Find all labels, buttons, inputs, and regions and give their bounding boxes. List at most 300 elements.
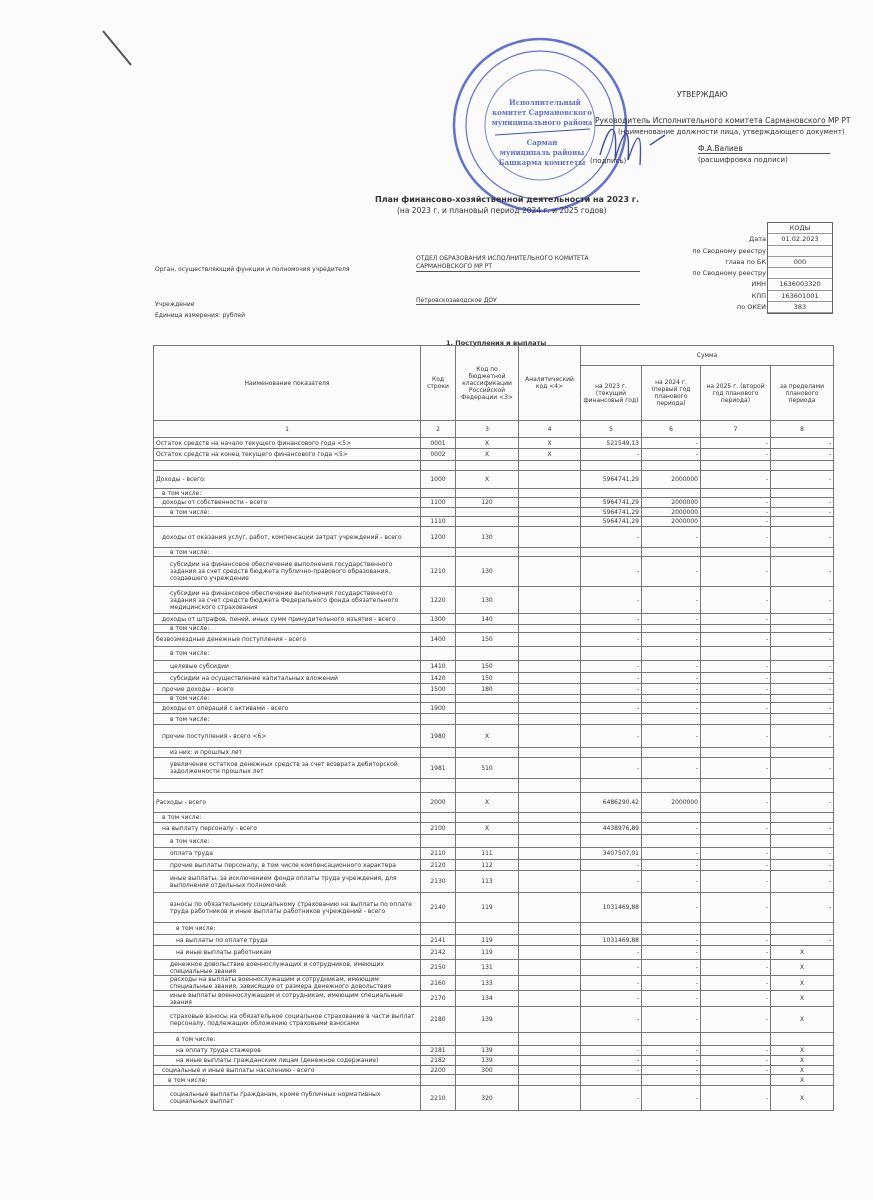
table-row <box>154 960 834 976</box>
analytic-code <box>519 517 581 527</box>
row-code: 2150 <box>421 960 456 976</box>
name-caption: (расшифровка подписи) <box>698 156 788 164</box>
sum-2024: - <box>642 1056 701 1066</box>
row-code: 0001 <box>421 438 456 449</box>
row-code <box>421 748 456 758</box>
row-code <box>421 923 456 935</box>
sum-beyond <box>771 813 834 823</box>
table-row <box>154 625 834 633</box>
analytic-code <box>519 557 581 587</box>
sum-2025: - <box>701 860 771 871</box>
sum-beyond: - <box>771 508 834 517</box>
analytic-code <box>519 793 581 813</box>
kbk-code: 150 <box>456 673 519 684</box>
indicator-name: прочие доходы - всего <box>154 684 421 695</box>
kbk-code: 139 <box>456 1007 519 1033</box>
sum-2025: - <box>701 471 771 489</box>
sum-2023 <box>581 1075 642 1086</box>
indicator-name: доходы от оказания услуг, работ, компенсации затрат учреждений - всего <box>154 527 421 548</box>
sum-2024: - <box>642 703 701 714</box>
sum-beyond: X <box>771 1066 834 1075</box>
kbk-code: 113 <box>456 871 519 893</box>
analytic-code: X <box>519 438 581 449</box>
row-code: 2142 <box>421 946 456 960</box>
analytic-code <box>519 647 581 661</box>
kbk-code: 130 <box>456 557 519 587</box>
kbk-code <box>456 714 519 725</box>
row-code <box>421 625 456 633</box>
kbk-code: 134 <box>456 991 519 1007</box>
kbk-code: X <box>456 823 519 835</box>
sum-2025: - <box>701 614 771 625</box>
indicator-name: социальные выплаты гражданам, кроме публичных нормативных социальных выплат <box>154 1086 421 1111</box>
sum-beyond: - <box>771 871 834 893</box>
sum-beyond: X <box>771 976 834 991</box>
pen-mark <box>95 25 140 70</box>
kbk-code: X <box>456 449 519 461</box>
sum-2023: 6486290,42 <box>581 793 642 813</box>
sum-beyond <box>771 489 834 498</box>
code-label: по ОКЕИ <box>737 303 766 312</box>
kbk-code <box>456 647 519 661</box>
kbk-code: X <box>456 471 519 489</box>
analytic-code <box>519 587 581 614</box>
table-row <box>154 517 834 527</box>
sum-2023 <box>581 813 642 823</box>
sum-2024: - <box>642 449 701 461</box>
column-number: 1 <box>154 421 421 438</box>
row-code: 1100 <box>421 498 456 508</box>
table-row <box>154 793 834 813</box>
sum-2023: 5964741,29 <box>581 508 642 517</box>
analytic-code <box>519 848 581 860</box>
sum-2025: - <box>701 976 771 991</box>
kbk-code: 131 <box>456 960 519 976</box>
kbk-code: 112 <box>456 860 519 871</box>
sum-2023: - <box>581 684 642 695</box>
indicator-name <box>154 461 421 471</box>
indicator-name: субсидии на осуществление капитальных вложений <box>154 673 421 684</box>
sum-beyond: X <box>771 960 834 976</box>
analytic-code <box>519 1056 581 1066</box>
sum-2025: - <box>701 1056 771 1066</box>
sum-2024: - <box>642 960 701 976</box>
kbk-code <box>456 813 519 823</box>
sum-2023: - <box>581 860 642 871</box>
indicator-name: страховые взносы на обязательное социальное страхование в части выплат персоналу, подлежащих обложению страховыми взносами <box>154 1007 421 1033</box>
sum-2024 <box>642 779 701 793</box>
row-code: 1220 <box>421 587 456 614</box>
kbk-code: 133 <box>456 976 519 991</box>
sum-beyond: - <box>771 860 834 871</box>
sum-2023: 1031469,88 <box>581 893 642 923</box>
table-row <box>154 935 834 946</box>
sum-2025: - <box>701 848 771 860</box>
sum-2024: - <box>642 823 701 835</box>
header-analytic: Аналитический код <4> <box>519 346 581 421</box>
row-code: 1210 <box>421 557 456 587</box>
sum-2023: - <box>581 557 642 587</box>
sum-2023: - <box>581 1066 642 1075</box>
sum-2024: - <box>642 991 701 1007</box>
row-code: 0002 <box>421 449 456 461</box>
table-row <box>154 703 834 714</box>
column-number: 4 <box>519 421 581 438</box>
sum-2024: - <box>642 587 701 614</box>
table-row <box>154 923 834 935</box>
table-row <box>154 1086 834 1111</box>
row-code <box>421 461 456 471</box>
indicator-name: субсидии на финансовое обеспечение выполнения государственного задания за счет средств бюджета Федерального фонда обязательного медицинского страхования <box>154 587 421 614</box>
indicator-name: на иные выплаты работникам <box>154 946 421 960</box>
approval-title: УТВЕРЖДАЮ <box>677 90 728 99</box>
kbk-code: 119 <box>456 935 519 946</box>
indicator-name: денежное довольствие военнослужащих и сотрудников, имеющих специальные звания <box>154 960 421 976</box>
sum-2024: - <box>642 661 701 673</box>
analytic-code <box>519 976 581 991</box>
header-kbk: Код по бюджетной классификации Российской Федерации <3> <box>456 346 519 421</box>
sum-2023: - <box>581 758 642 779</box>
sum-2023: 5964741,29 <box>581 498 642 508</box>
table-row <box>154 498 834 508</box>
row-code: 1000 <box>421 471 456 489</box>
sum-beyond: - <box>771 703 834 714</box>
analytic-code <box>519 1033 581 1046</box>
sum-beyond: - <box>771 935 834 946</box>
sum-2025: - <box>701 508 771 517</box>
analytic-code <box>519 714 581 725</box>
sum-beyond: - <box>771 438 834 449</box>
sum-beyond: - <box>771 527 834 548</box>
sum-2023: - <box>581 1007 642 1033</box>
sum-2023: - <box>581 946 642 960</box>
sum-2023: - <box>581 991 642 1007</box>
sum-2025: - <box>701 823 771 835</box>
table-row <box>154 835 834 848</box>
sum-2023 <box>581 779 642 793</box>
analytic-code <box>519 633 581 647</box>
table-row <box>154 823 834 835</box>
indicator-name: в том числе: <box>154 1075 421 1086</box>
sum-2023: - <box>581 527 642 548</box>
row-code <box>421 1033 456 1046</box>
code-label: Дата <box>749 235 766 244</box>
sum-2023: - <box>581 449 642 461</box>
sum-beyond: - <box>771 587 834 614</box>
row-code: 2141 <box>421 935 456 946</box>
sum-2024: 2000000 <box>642 793 701 813</box>
kbk-code: 140 <box>456 614 519 625</box>
code-value: 01.02.2023 <box>768 234 832 245</box>
sum-2023 <box>581 1033 642 1046</box>
sum-2025 <box>701 625 771 633</box>
analytic-code <box>519 758 581 779</box>
sum-2025: - <box>701 587 771 614</box>
indicator-name: в том числе: <box>154 1033 421 1046</box>
sum-beyond <box>771 647 834 661</box>
indicator-name: на выплаты по оплате труда <box>154 935 421 946</box>
sum-2025: - <box>701 1007 771 1033</box>
column-number: 3 <box>456 421 519 438</box>
sum-2023 <box>581 923 642 935</box>
sum-2025: - <box>701 703 771 714</box>
sum-2024: - <box>642 1066 701 1075</box>
analytic-code <box>519 625 581 633</box>
indicator-name: взносы по обязательному социальному страхованию на выплаты по оплате труда работников и иные выплаты работников учреждений - всего <box>154 893 421 923</box>
sum-2024 <box>642 489 701 498</box>
document-subtitle: (на 2023 г. и плановый период 2024 г. и 2025 годов) <box>397 206 607 215</box>
unit-label: Единица измерения: рублей <box>155 312 245 319</box>
kbk-code <box>456 625 519 633</box>
sum-2023: - <box>581 1046 642 1056</box>
table-row <box>154 695 834 703</box>
indicator-name: Доходы - всего: <box>154 471 421 489</box>
analytic-code <box>519 823 581 835</box>
approver-name: Ф.А.Валиев <box>698 144 830 154</box>
analytic-code <box>519 508 581 517</box>
sum-beyond: - <box>771 498 834 508</box>
sum-2023: - <box>581 703 642 714</box>
code-label: глава по БК <box>725 257 766 266</box>
sum-2025 <box>701 647 771 661</box>
kbk-code <box>456 1075 519 1086</box>
sum-2024: - <box>642 1046 701 1056</box>
indicator-name: в том числе: <box>154 695 421 703</box>
kbk-code <box>456 508 519 517</box>
header-2025: на 2025 г. (второй год планового периода) <box>701 366 771 421</box>
sum-2023: - <box>581 661 642 673</box>
sum-2023: 3407507,01 <box>581 848 642 860</box>
sum-beyond: X <box>771 946 834 960</box>
sum-2024: - <box>642 557 701 587</box>
sum-2024: 2000000 <box>642 517 701 527</box>
row-code: 1200 <box>421 527 456 548</box>
analytic-code <box>519 813 581 823</box>
sum-2023 <box>581 835 642 848</box>
codes-header: КОДЫ <box>768 223 832 234</box>
analytic-code <box>519 871 581 893</box>
indicator-name: безвозмездные денежные поступления - всего <box>154 633 421 647</box>
sum-beyond: - <box>771 449 834 461</box>
kbk-code <box>456 695 519 703</box>
sum-2023: - <box>581 633 642 647</box>
kbk-code: 130 <box>456 527 519 548</box>
kbk-code: 139 <box>456 1046 519 1056</box>
indicator-name: доходы от штрафов, пеней, иных сумм принудительного изъятия - всего <box>154 614 421 625</box>
sum-2023: 5964741,29 <box>581 471 642 489</box>
analytic-code <box>519 498 581 508</box>
table-row <box>154 587 834 614</box>
row-code <box>421 508 456 517</box>
sum-2024 <box>642 835 701 848</box>
row-code: 1900 <box>421 703 456 714</box>
table-row <box>154 748 834 758</box>
sum-beyond: X <box>771 1046 834 1056</box>
sum-beyond: - <box>771 614 834 625</box>
sum-2024 <box>642 548 701 557</box>
sum-2025: - <box>701 946 771 960</box>
analytic-code <box>519 461 581 471</box>
analytic-code <box>519 527 581 548</box>
header-sum: Сумма <box>581 346 834 366</box>
sum-2023: - <box>581 976 642 991</box>
analytic-code <box>519 471 581 489</box>
table-row <box>154 684 834 695</box>
sum-2025: - <box>701 1086 771 1111</box>
sum-2023: - <box>581 1056 642 1066</box>
header-2023: на 2023 г. (текущий финансовый год) <box>581 366 642 421</box>
sum-2023: - <box>581 587 642 614</box>
indicator-name: иные выплаты, за исключением фонда оплаты труда учреждения, для выполнения отдельных полномочий <box>154 871 421 893</box>
sum-2025: - <box>701 557 771 587</box>
row-code: 2160 <box>421 976 456 991</box>
sum-beyond: - <box>771 848 834 860</box>
sum-2024: - <box>642 871 701 893</box>
indicator-name: субсидии на финансовое обеспечение выполнения государственного задания за счет средств бюджета публично-правового образования, создавшего учреждение <box>154 557 421 587</box>
table-row <box>154 1007 834 1033</box>
table-row <box>154 614 834 625</box>
analytic-code <box>519 1007 581 1033</box>
sum-2024 <box>642 625 701 633</box>
sum-2023 <box>581 748 642 758</box>
row-code <box>421 647 456 661</box>
indicator-name: в том числе: <box>154 714 421 725</box>
row-code: 1500 <box>421 684 456 695</box>
document-title: План финансово-хозяйственной деятельности на 2023 г. <box>375 195 640 204</box>
sum-2023: 4438976,89 <box>581 823 642 835</box>
header-name: Наименование показателя <box>154 346 421 421</box>
sum-2024: - <box>642 684 701 695</box>
sum-2023: 1031469,88 <box>581 935 642 946</box>
table-row <box>154 779 834 793</box>
svg-text:Исполнительный: Исполнительный <box>509 98 581 107</box>
indicator-name: расходы на выплаты военнослужащим и сотрудникам, имеющим специальные звания, зависящие от размера денежного довольствия <box>154 976 421 991</box>
kbk-code: 150 <box>456 633 519 647</box>
sum-2024: - <box>642 935 701 946</box>
table-row <box>154 991 834 1007</box>
row-code: 2110 <box>421 848 456 860</box>
sum-2025 <box>701 695 771 703</box>
kbk-code <box>456 489 519 498</box>
sum-2024: - <box>642 848 701 860</box>
sum-2024 <box>642 1033 701 1046</box>
sum-beyond <box>771 517 834 527</box>
sum-beyond <box>771 548 834 557</box>
analytic-code <box>519 835 581 848</box>
table-row <box>154 976 834 991</box>
row-code <box>421 779 456 793</box>
sum-2023: - <box>581 1086 642 1111</box>
table-row <box>154 714 834 725</box>
indicator-name <box>154 779 421 793</box>
kbk-code <box>456 548 519 557</box>
sum-2024 <box>642 923 701 935</box>
kbk-code <box>456 779 519 793</box>
sum-2025: - <box>701 527 771 548</box>
sum-beyond: - <box>771 725 834 748</box>
indicator-name: на иные выплаты гражданским лицам (денежное содержание) <box>154 1056 421 1066</box>
row-code: 2130 <box>421 871 456 893</box>
sum-2025 <box>701 714 771 725</box>
table-row <box>154 548 834 557</box>
sum-2025: - <box>701 1066 771 1075</box>
sum-2023 <box>581 548 642 557</box>
kbk-code <box>456 517 519 527</box>
kbk-code: 300 <box>456 1066 519 1075</box>
kbk-code: 120 <box>456 498 519 508</box>
kbk-code: 119 <box>456 893 519 923</box>
sum-2024: - <box>642 438 701 449</box>
table-row <box>154 673 834 684</box>
sum-2025: - <box>701 438 771 449</box>
row-code <box>421 835 456 848</box>
table-row <box>154 461 834 471</box>
sum-2025: - <box>701 633 771 647</box>
founder-value: ОТДЕЛ ОБРАЗОВАНИЯ ИСПОЛНИТЕЛЬНОГО КОМИТЕТА САРМАНОВСКОГО МР РТ <box>416 255 640 272</box>
section-title: 1. Поступления и выплаты <box>446 339 547 347</box>
sum-2025: - <box>701 935 771 946</box>
analytic-code <box>519 695 581 703</box>
sum-2024: 2000000 <box>642 508 701 517</box>
signature-caption: (подпись) <box>590 157 627 165</box>
sum-beyond: X <box>771 1075 834 1086</box>
indicator-name: доходы от собственности - всего <box>154 498 421 508</box>
table-row <box>154 860 834 871</box>
svg-text:муниципаль районы: муниципаль районы <box>499 148 585 157</box>
column-number: 7 <box>701 421 771 438</box>
sum-beyond <box>771 835 834 848</box>
kbk-code: 119 <box>456 946 519 960</box>
sum-2024: - <box>642 946 701 960</box>
svg-text:Башкарма комитеты: Башкарма комитеты <box>498 158 586 167</box>
indicator-name: социальные и иные выплаты населению - всего <box>154 1066 421 1075</box>
sum-2025: - <box>701 991 771 1007</box>
row-code: 2100 <box>421 823 456 835</box>
sum-beyond: - <box>771 673 834 684</box>
row-code: 1410 <box>421 661 456 673</box>
indicator-name: Остаток средств на конец текущего финансового года <5> <box>154 449 421 461</box>
indicator-name: в том числе: <box>154 508 421 517</box>
header-2024: на 2024 г. (первый год планового периода) <box>642 366 701 421</box>
sum-2025 <box>701 779 771 793</box>
sum-2025: - <box>701 793 771 813</box>
table-row <box>154 1066 834 1075</box>
approver-position: Руководитель Исполнительного комитета Сармановского МР РТ <box>595 116 851 125</box>
svg-text:муниципального района: муниципального района <box>491 118 593 127</box>
kbk-code <box>456 703 519 714</box>
sum-beyond <box>771 779 834 793</box>
analytic-code <box>519 1046 581 1056</box>
sum-2025 <box>701 813 771 823</box>
sum-2024 <box>642 813 701 823</box>
sum-2025 <box>701 1075 771 1086</box>
founder-label: Орган, осуществляющий функции и полномочия учредителя <box>155 266 350 273</box>
table-row <box>154 508 834 517</box>
row-code: 2182 <box>421 1056 456 1066</box>
institution-label: Учреждение <box>155 301 195 308</box>
table-row <box>154 1056 834 1066</box>
row-code: 2000 <box>421 793 456 813</box>
indicator-name: в том числе: <box>154 923 421 935</box>
table-row <box>154 813 834 823</box>
sum-2024: 2000000 <box>642 498 701 508</box>
sum-2025: - <box>701 871 771 893</box>
sum-beyond <box>771 714 834 725</box>
sum-2025 <box>701 835 771 848</box>
row-code: 2181 <box>421 1046 456 1056</box>
table-row <box>154 647 834 661</box>
indicator-name: доходы от операций с активами - всего <box>154 703 421 714</box>
